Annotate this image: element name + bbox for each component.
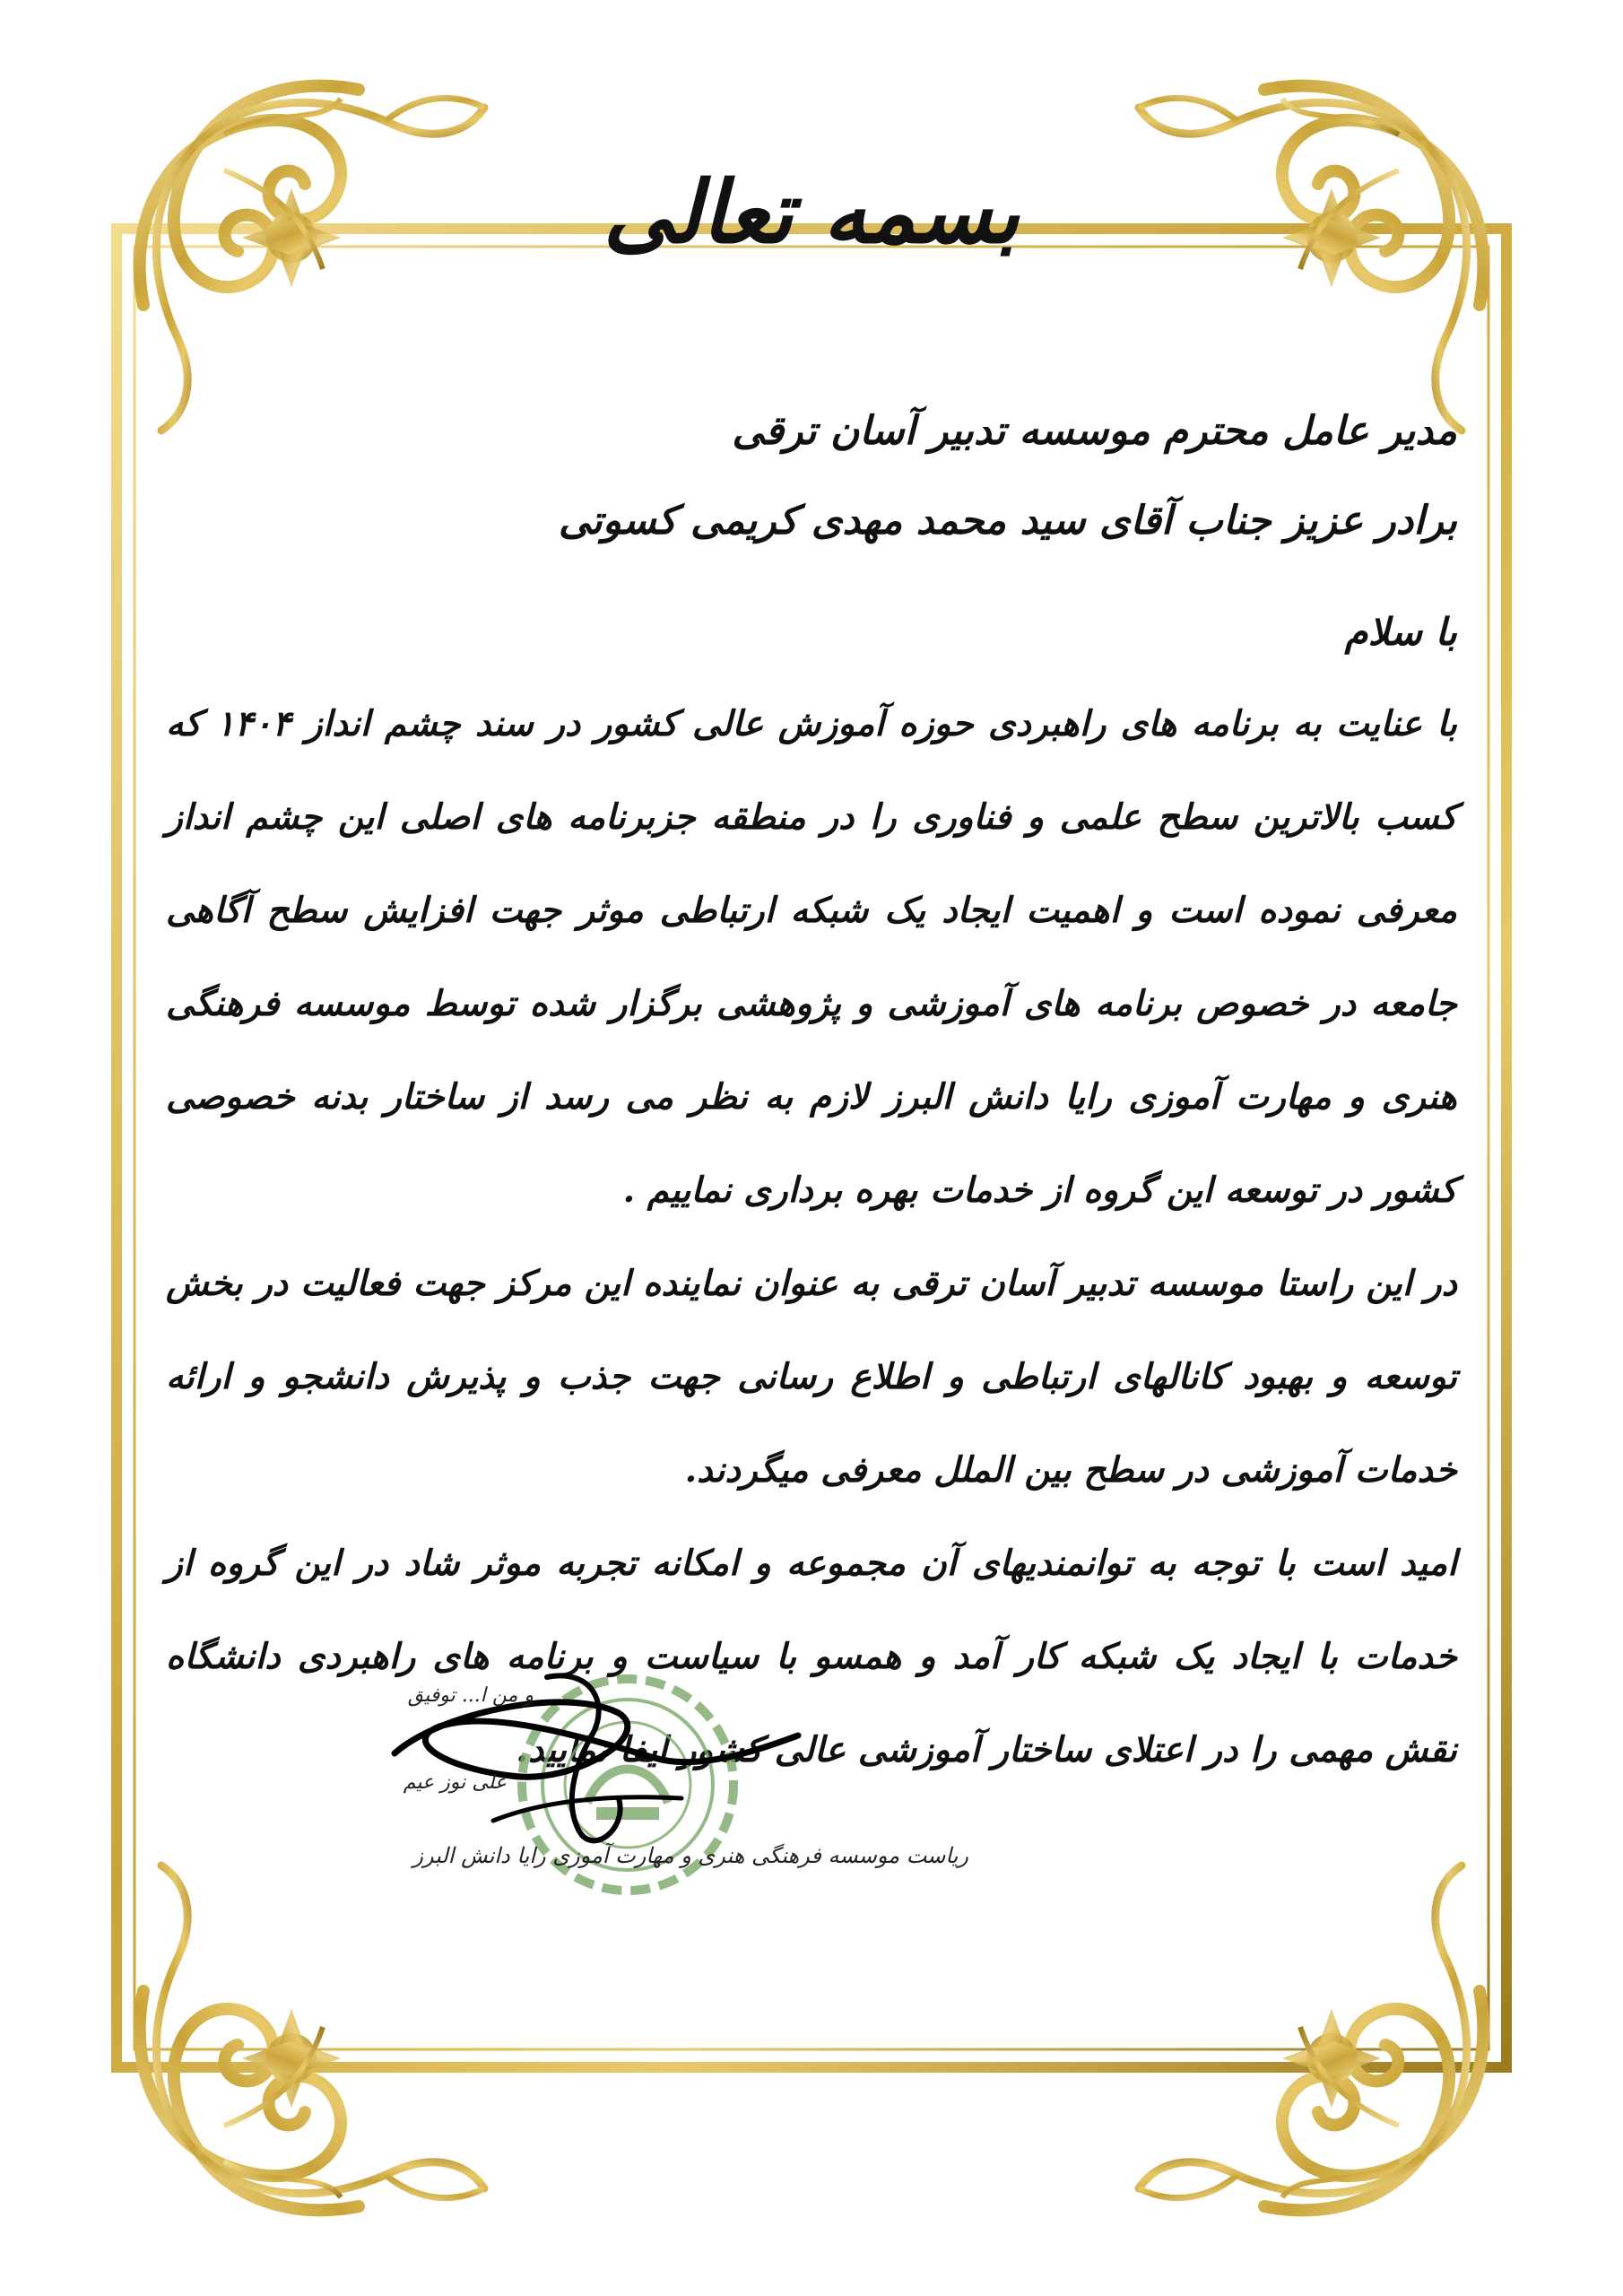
salutation: با سلام xyxy=(1344,610,1457,654)
signatory-name: علی نوز عیم xyxy=(403,1771,507,1794)
addressee-line-2: برادر عزیز جناب آقای سید محمد مهدی کریمی کسوتی xyxy=(558,498,1457,544)
corner-ornament-bottom-right xyxy=(1139,1866,1483,2210)
paragraph-2: در این راستا موسسه تدبیر آسان ترقی به عنوان نماینده این مرکز جهت فعالیت در بخش توسعه و بهبود کانالهای ارتباطی و اطلاع رسانی جهت جذب و پذیرش دانشجو و ارائه خدمات آموزشی در سطح بین الملل معرفی میگردند. xyxy=(166,1263,1457,1491)
signatory-title: ریاست موسسه فرهنگی هنری و مهارت آموزی رایا دانش البرز xyxy=(412,1843,968,1868)
paragraph-3: امید است با توجه به توانمندیهای آن مجموعه و امکانه تجربه موثر شاد در این گروه از خدمات با ایجاد یک شبکه کار آمد و همسو با سیاست و برنامه های راهبردی دانشگاه نقش مهمی را در اعتلای ساختار آموزشی عالی کشور ایفا نمایید. xyxy=(166,1543,1457,1770)
paragraph-1: با عنایت به برنامه های راهبردی حوزه آموزش عالی کشور در سند چشم انداز ۱۴۰۴ که کسب بالاترین سطح علمی و فناوری را در منطقه جزبرنامه های اصلی این چشم انداز معرفی نموده است و اهمیت ایجاد یک شبکه ارتباطی موثر جهت افزایش سطح آگاهی جامعه در خصوص برنامه های آموزشی و پژوهشی برگزار شده توسط موسسه فرهنگی هنری و مهارت آموزی رایا دانش البرز لازم به نظر می رسد از ساختار بدنه خصوصی کشور در توسعه این گروه از خدمات بهره برداری نماییم . xyxy=(166,703,1457,1211)
addressee-line-1: مدیر عامل محترم موسسه تدبیر آسان ترقی xyxy=(732,408,1457,454)
letter-body xyxy=(166,677,1457,1796)
invocation-heading: بسمه تعالی xyxy=(603,161,1020,263)
signature-closing: و من ا... توفیق xyxy=(407,1684,534,1707)
